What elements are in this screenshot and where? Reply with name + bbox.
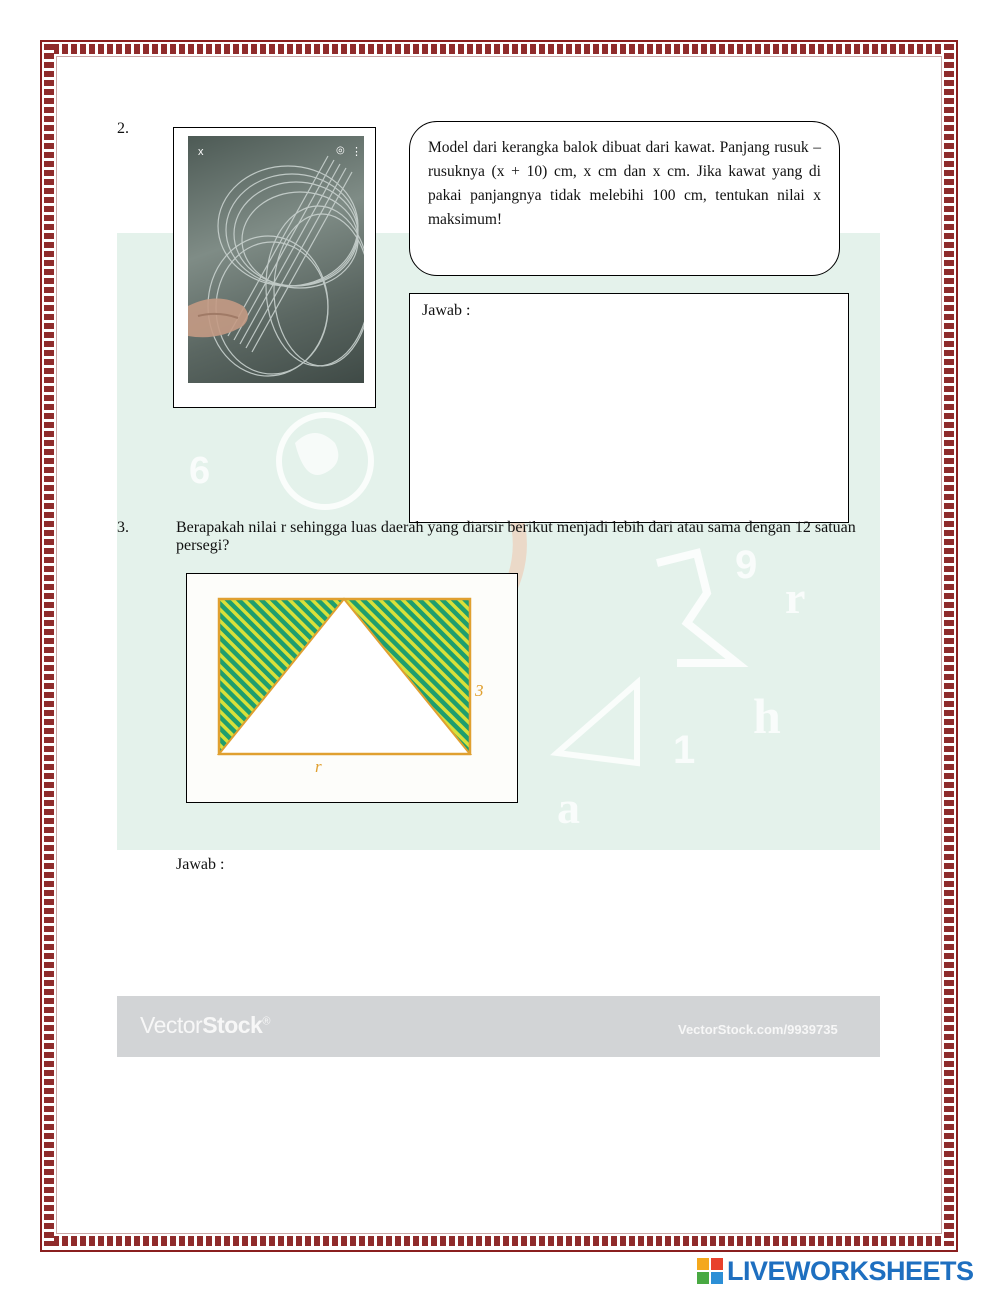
height-label: 3	[475, 681, 484, 700]
watermark-url: VectorStock.com/9939735	[678, 1022, 838, 1037]
logo-squares-icon	[697, 1258, 723, 1284]
answer-3-label: Jawab :	[176, 856, 225, 873]
border-top	[44, 44, 954, 54]
answer-2-box[interactable]	[409, 293, 849, 523]
watermark-logo: VectorStock®	[140, 1012, 270, 1038]
close-icon[interactable]: x	[198, 146, 204, 158]
border-right	[944, 44, 954, 1246]
shaded-area-figure	[186, 573, 518, 803]
answer-2-label: Jawab :	[422, 302, 471, 319]
width-label: r	[315, 757, 322, 776]
svg-text:6: 6	[189, 450, 211, 492]
svg-text:a: a	[557, 782, 580, 833]
svg-text:9: 9	[735, 543, 758, 587]
more-options-icon[interactable]: ⋮	[351, 146, 362, 158]
svg-text:h: h	[753, 688, 781, 744]
wire-photo-frame	[173, 127, 376, 408]
wire-coil-illustration	[188, 136, 364, 383]
question-2-number: 2.	[117, 120, 129, 137]
logo-text: LIVEWORKSHEETS	[727, 1255, 974, 1286]
liveworksheets-logo	[697, 1255, 974, 1287]
svg-text:r: r	[785, 572, 806, 623]
problem-2-bubble	[409, 121, 840, 276]
svg-text:1: 1	[673, 728, 696, 772]
rectangle-triangle-diagram	[187, 574, 517, 802]
problem-2-text: Model dari kerangka balok dibuat dari kawat. Panjang rusuk – rusuknya (x + 10) cm, x cm dan x cm. Jika kawat yang di pakai panjangnya tidak melebihi 100 cm, tentukan nilai x maksimum!	[428, 139, 821, 228]
border-left	[44, 44, 54, 1246]
problem-3-text: Berapakah nilai r sehingga luas daerah yang diarsir berikut menjadi lebih dari atau sama dengan 12 satuan persegi?	[176, 519, 856, 554]
wire-photo	[188, 136, 364, 383]
border-bottom	[44, 1236, 954, 1246]
lens-icon[interactable]: ◎	[336, 145, 345, 156]
question-3-number: 3.	[117, 519, 129, 536]
